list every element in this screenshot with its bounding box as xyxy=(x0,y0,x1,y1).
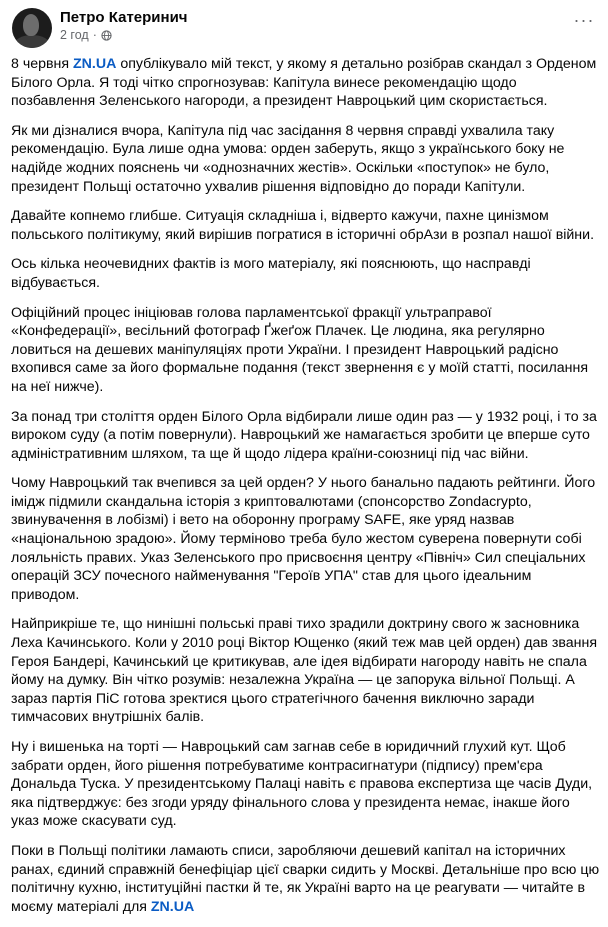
paragraph-2: Як ми дізналися вчора, Капітула під час засідання 8 червня справді ухвалила таку рекомендацію. Була лише одна умова: орден заберуть, якщо з українського боку не надійде жодних пояснень чи «однозначних жестів». Оскільки «поступок» не було, президент Польщі остаточно ухвалив рішення відповідно до поради Капітули. xyxy=(11,122,565,195)
post-subline xyxy=(60,27,188,44)
more-options-icon[interactable]: ··· xyxy=(573,9,595,30)
paragraph-1-rest: опублікувало мій текст, у якому я детально розібрав скандал з Орденом Білого Орла. Я тоді чітко спрогнозував: Капітула винесе рекомендацію щодо позбавлення Зеленського нагороди, а президент Навроцький цим скористається. xyxy=(11,56,597,110)
avatar[interactable] xyxy=(12,8,52,48)
paragraph-6: За понад три століття орден Білого Орла відбирали лише один раз — у 1932 році, і то за вироком суду (а потім повернули). Навроцький же намагається зробити це вперше суто адміністративним шляхом, та ще й щодо лідера країни-союзниці під час війни. xyxy=(11,408,597,462)
paragraph-10-lead: Поки в Польщі політики ламають списи, заробляючи дешевий капітал на історичних ранах, єдиний справжній бенефіціар цієї сварки сидить у Москві. Детальніше про всю цю політичну кухню, інституційні пастки й те, як Україні варто на це реагувати — читайте в моєму матеріалі для xyxy=(11,842,600,915)
znua-link-bottom[interactable]: ZN.UA xyxy=(150,898,195,915)
avatar-face xyxy=(23,14,39,36)
paragraph-10 xyxy=(11,842,601,916)
paragraph-9: Ну і вишенька на торті — Навроцький сам загнав себе в юридичний глухий кут. Щоб забрати орден, його рішення потребуватиме контрасигнатури (підпису) прем'єра Дональда Туска. У президентському Палаці навіть є правова експертиза ще часів Дуди, яка підтверджує: без згоди уряду фінального слова у президента немає, інакше його указ може скасувати суд. xyxy=(11,739,593,830)
post-meta xyxy=(60,8,188,44)
paragraph-4: Ось кілька неочевидних фактів із мого матеріалу, які пояснюють, що насправді відбувається. xyxy=(11,256,531,291)
avatar-shoulders xyxy=(14,35,50,48)
paragraph-8: Найприкріше те, що нинішні польські праві тихо зрадили доктрину свого ж засновника Леха Качинського. Коли у 2010 році Віктор Ющенко (який теж мав цей орден) дав звання Героя Бандері, Качинський це критикував, але ідея відбирати нагороду навіть не спала йому на думку. Він чітко розумів: незалежна Україна — це запорука вільної Польщі. А зараз партія ПіС готова зректися цього стратегічного бачення виключно заради тимчасових внутрішніх балів. xyxy=(11,616,598,726)
paragraph-1 xyxy=(11,55,601,111)
post-header xyxy=(12,8,600,48)
separator-dot: · xyxy=(92,28,97,42)
paragraph-3: Давайте копнемо глибше. Ситуація складніша і, відверто кажучи, пахне цинізмом польського політикуму, який вирішив погратися в історичні обрАзи в розпал нашої війни. xyxy=(11,208,595,243)
globe-icon[interactable] xyxy=(101,30,112,41)
paragraph-1-lead: 8 червня xyxy=(11,56,74,72)
paragraph-5: Офіційний процес ініціював голова парламентської фракції ультраправої «Конфедерації», весільний фотограф Ґжеґож Плачек. Це людина, яка регулярно ловиться на дешевих маніпуляціях проти України. І президент Навроцький радісно вхопився саме за його формальне подання (текст звернення є у моїй статті, посилання на неї нижче). xyxy=(11,304,589,395)
paragraph-7: Чому Навроцький так вчепився за цей орден? У нього банально падають рейтинги. Його імідж підмили скандальна історія з криптовалютами (спонсорство Zondacrypto, звинувачення в лобізмі) і вето на оборонну програму SAFE, яке уряд назвав «національною зрадою». Йому терміново треба було жестом суверена повернути собі лояльність правих. Указ Зеленського про присвоєння центру «Північ» Сил спеціальних операцій ЗСУ почесного найменування "Героїв УПА" став для цього ідеальним приводом. xyxy=(11,475,596,603)
znua-link[interactable]: ZN.UA xyxy=(73,56,117,72)
post-body xyxy=(11,55,601,927)
post-time[interactable]: 2 год xyxy=(60,28,89,42)
author-name[interactable]: Петро Катеринич xyxy=(60,9,188,26)
